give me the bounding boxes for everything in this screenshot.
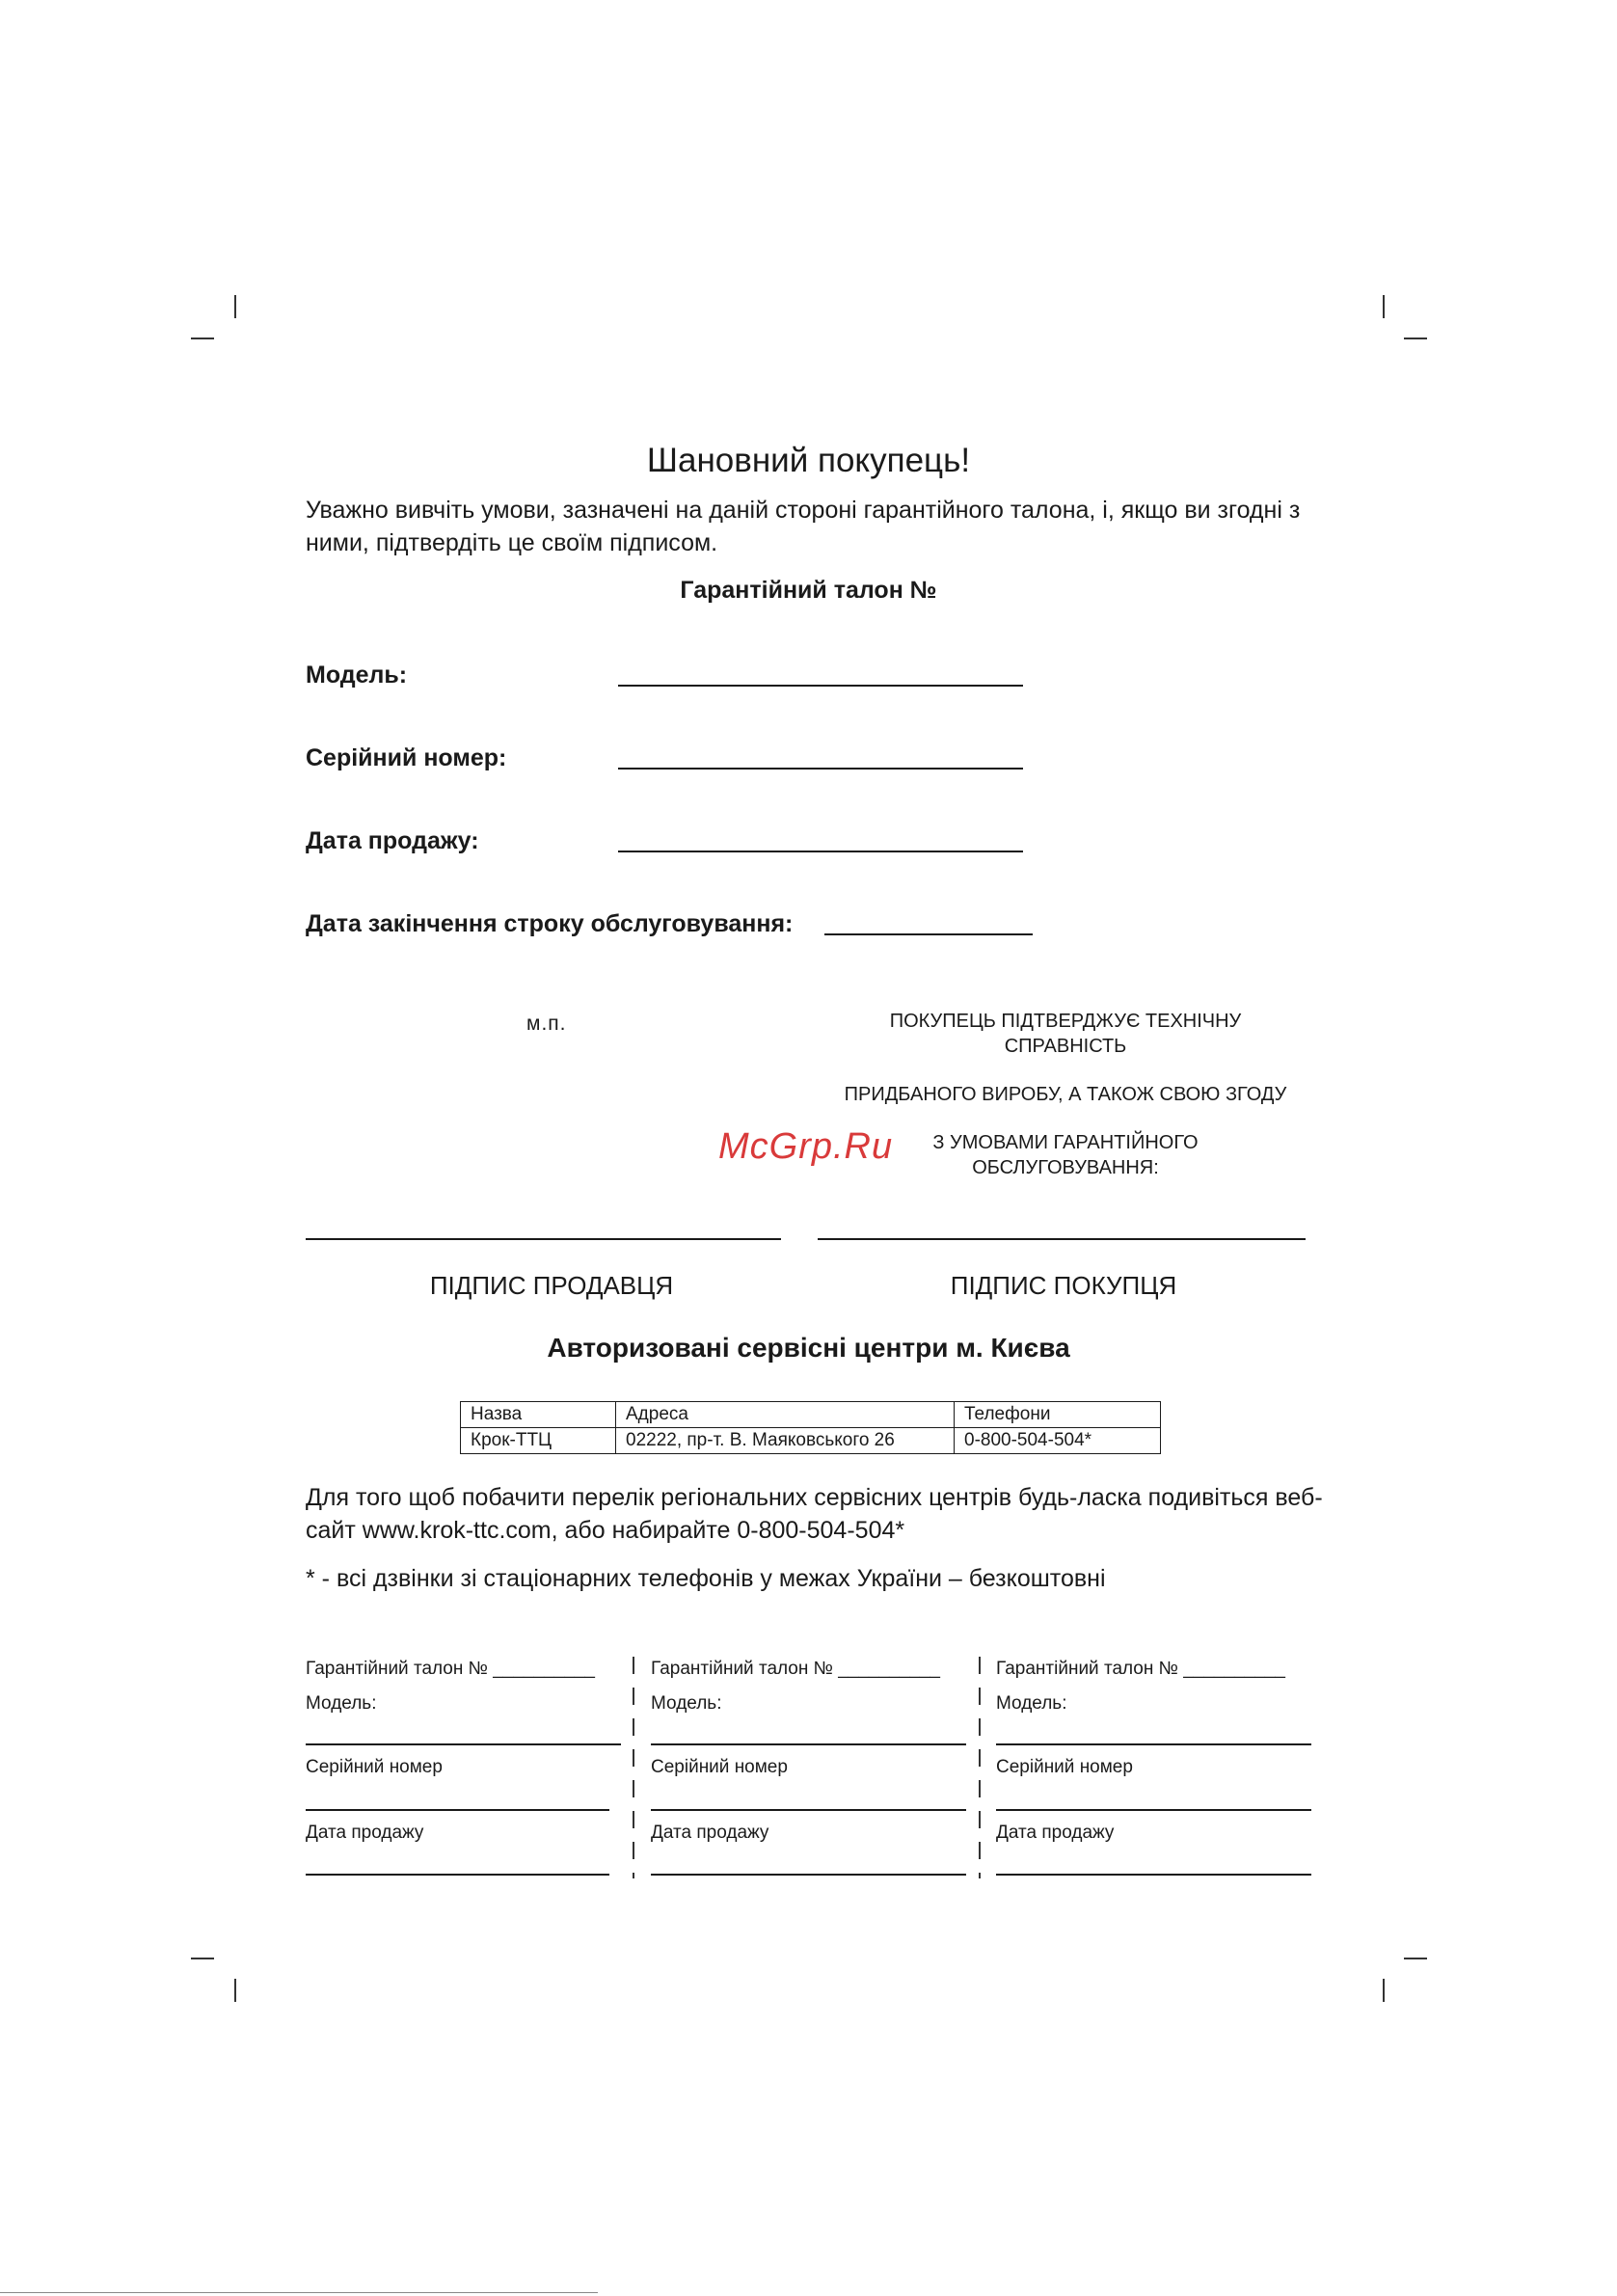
crop-mark <box>234 295 236 318</box>
coupon-sale-date: Дата продажу <box>306 1823 424 1843</box>
bottom-rule <box>0 2292 598 2293</box>
coupon-sale-date: Дата продажу <box>651 1823 769 1843</box>
intro-text: Уважно вивчіть умови, зазначені на даній стороні гарантійного талона, і, якщо ви згодні з ними, підтвердіть це своїм підписом. <box>306 497 1301 556</box>
regional-text: Для того щоб побачити перелік регіональних сервісних центрів будь-ласка подивіться веб-сайт www.krok-ttc.com, або набирайте 0-800-504-504* <box>306 1484 1323 1544</box>
crop-mark <box>1383 295 1385 318</box>
crop-mark <box>191 1958 214 1959</box>
table-cell: 02222, пр-т. В. Маяковського 26 <box>616 1428 955 1454</box>
coupon-warranty: Гарантійний талон № __________ <box>996 1659 1285 1679</box>
coupon-line <box>996 1809 1311 1811</box>
page-title: Шановний покупець! <box>646 442 971 479</box>
service-table <box>460 1401 1161 1454</box>
coupon-line <box>306 1743 621 1745</box>
model-line <box>618 685 1023 687</box>
table-row <box>461 1428 1161 1454</box>
table-cell: 0-800-504-504* <box>955 1428 1161 1454</box>
coupon-line <box>996 1743 1311 1745</box>
crop-mark <box>191 338 214 339</box>
service-end-label: Дата закінчення строку обслуговування: <box>306 910 794 937</box>
service-end-line <box>824 933 1033 935</box>
coupon-model: Модель: <box>996 1693 1067 1714</box>
buyer-statement-line: СПРАВНІСТЬ <box>1004 1036 1127 1057</box>
crop-mark <box>1404 338 1427 339</box>
coupon-serial: Серійний номер <box>306 1757 443 1777</box>
coupon-line <box>306 1874 609 1876</box>
coupon-line <box>996 1874 1311 1876</box>
buyer-statement-line: ПОКУПЕЦЬ ПІДТВЕРДЖУЄ ТЕХНІЧНУ <box>889 1011 1242 1032</box>
table-header: Адреса <box>616 1402 955 1428</box>
warranty-heading: Гарантійний талон № <box>680 577 937 604</box>
table-header-row <box>461 1402 1161 1428</box>
seller-signature-label: ПІДПИС ПРОДАВЦЯ <box>429 1271 674 1300</box>
seller-signature-line <box>306 1238 781 1240</box>
service-heading: Авторизовані сервісні центри м. Києва <box>547 1333 1070 1363</box>
coupon-line <box>651 1809 966 1811</box>
serial-label: Серійний номер: <box>306 744 507 771</box>
coupon-line <box>306 1809 609 1811</box>
cut-line <box>633 1657 634 1878</box>
coupon-line <box>651 1874 966 1876</box>
buyer-statement-line: ПРИДБАНОГО ВИРОБУ, А ТАКОЖ СВОЮ ЗГОДУ <box>844 1084 1287 1105</box>
coupon-warranty: Гарантійний талон № __________ <box>306 1659 595 1679</box>
buyer-signature-line <box>818 1238 1306 1240</box>
coupon-model: Модель: <box>651 1693 722 1714</box>
crop-mark <box>1404 1958 1427 1959</box>
buyer-signature-label: ПІДПИС ПОКУПЦЯ <box>950 1271 1177 1300</box>
buyer-statement-1 <box>849 1009 1282 1059</box>
watermark: McGrp.Ru <box>718 1126 894 1167</box>
serial-line <box>618 768 1023 770</box>
table-cell: Крок-ТТЦ <box>461 1428 616 1454</box>
crop-mark <box>234 1979 236 2002</box>
coupon-line <box>651 1743 966 1745</box>
coupon-warranty: Гарантійний талон № __________ <box>651 1659 940 1679</box>
buyer-statement-line: З УМОВАМИ ГАРАНТІЙНОГО <box>932 1132 1199 1153</box>
crop-mark <box>1383 1979 1385 2002</box>
cut-line <box>979 1657 981 1878</box>
coupon-serial: Серійний номер <box>996 1757 1133 1777</box>
sale-date-line <box>618 851 1023 852</box>
stamp-place: м.п. <box>526 1013 567 1035</box>
coupon-serial: Серійний номер <box>651 1757 788 1777</box>
table-header: Телефони <box>955 1402 1161 1428</box>
sale-date-label: Дата продажу: <box>306 827 479 854</box>
coupon-model: Модель: <box>306 1693 377 1714</box>
buyer-statement-2 <box>849 1130 1282 1180</box>
table-header: Назва <box>461 1402 616 1428</box>
buyer-statement-line: ОБСЛУГОВУВАННЯ: <box>972 1157 1159 1178</box>
footnote: * - всі дзвінки зі стаціонарних телефонів у межах України – безкоштовні <box>306 1565 1106 1592</box>
model-label: Модель: <box>306 662 408 689</box>
coupon-sale-date: Дата продажу <box>996 1823 1115 1843</box>
